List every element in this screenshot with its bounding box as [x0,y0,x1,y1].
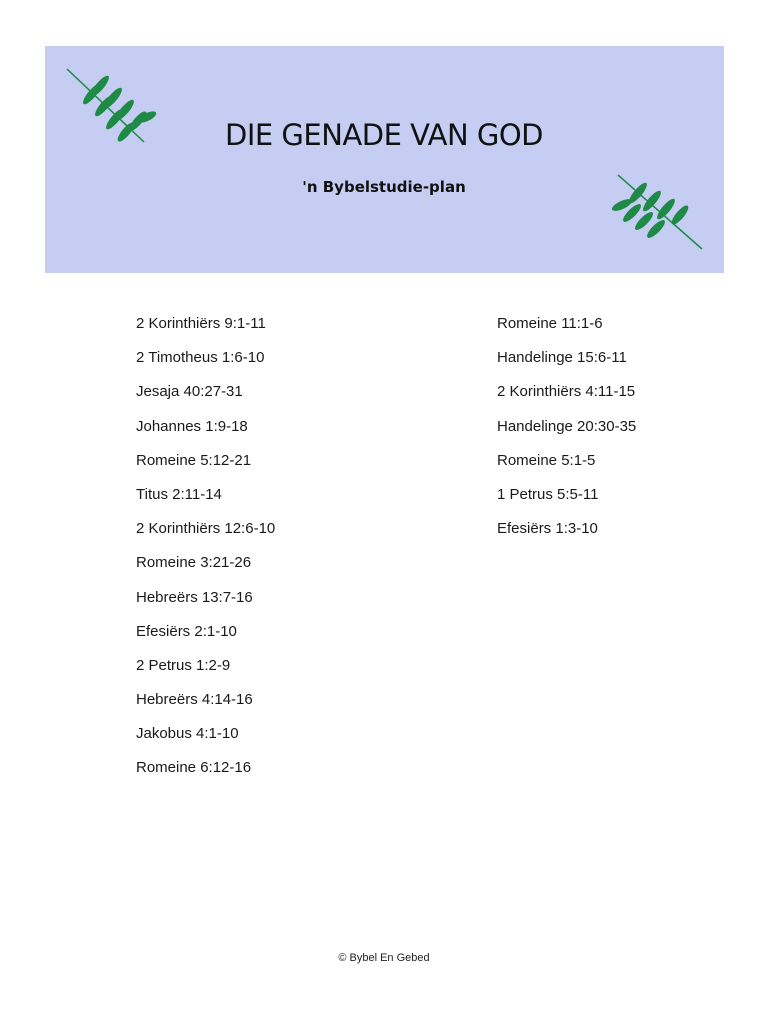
list-item: Romeine 5:12-21 [136,451,252,469]
copyright-footer: © Bybel En Gebed [338,952,430,964]
list-item: Jakobus 4:1-10 [136,725,239,743]
list-item: 2 Korinthiërs 9:1-11 [136,315,266,332]
list-item: 1 Petrus 5:5-11 [497,485,599,503]
list-item: Jesaja 40:27-31 [136,383,243,401]
list-item: Efesiërs 1:3-10 [497,520,598,538]
list-item: Handelinge 20:30-35 [497,417,637,435]
list-item: Romeine 11:1-6 [497,315,603,332]
list-item: Handelinge 15:6-11 [497,349,627,367]
list-item: Efesiërs 2:1-10 [136,622,237,640]
page-subtitle: 'n Bybelstudie-plan [302,178,466,196]
list-item: Romeine 6:12-16 [136,759,252,777]
list-item: Titus 2:11-14 [136,485,222,503]
reading-list-left [136,314,275,793]
list-item: Hebreërs 4:14-16 [136,691,253,709]
reading-list-right [497,314,636,553]
list-item: Romeine 5:1-5 [497,451,596,469]
list-item: Hebreërs 13:7-16 [136,588,253,606]
list-item: 2 Korinthiërs 12:6-10 [136,520,276,538]
list-item: Johannes 1:9-18 [136,417,248,435]
page-title: DIE GENADE VAN GOD [225,118,543,152]
list-item: Romeine 3:21-26 [136,554,252,572]
list-item: 2 Petrus 1:2-9 [136,656,231,674]
list-item: 2 Timotheus 1:6-10 [136,349,265,367]
list-item: 2 Korinthiërs 4:11-15 [497,383,636,401]
